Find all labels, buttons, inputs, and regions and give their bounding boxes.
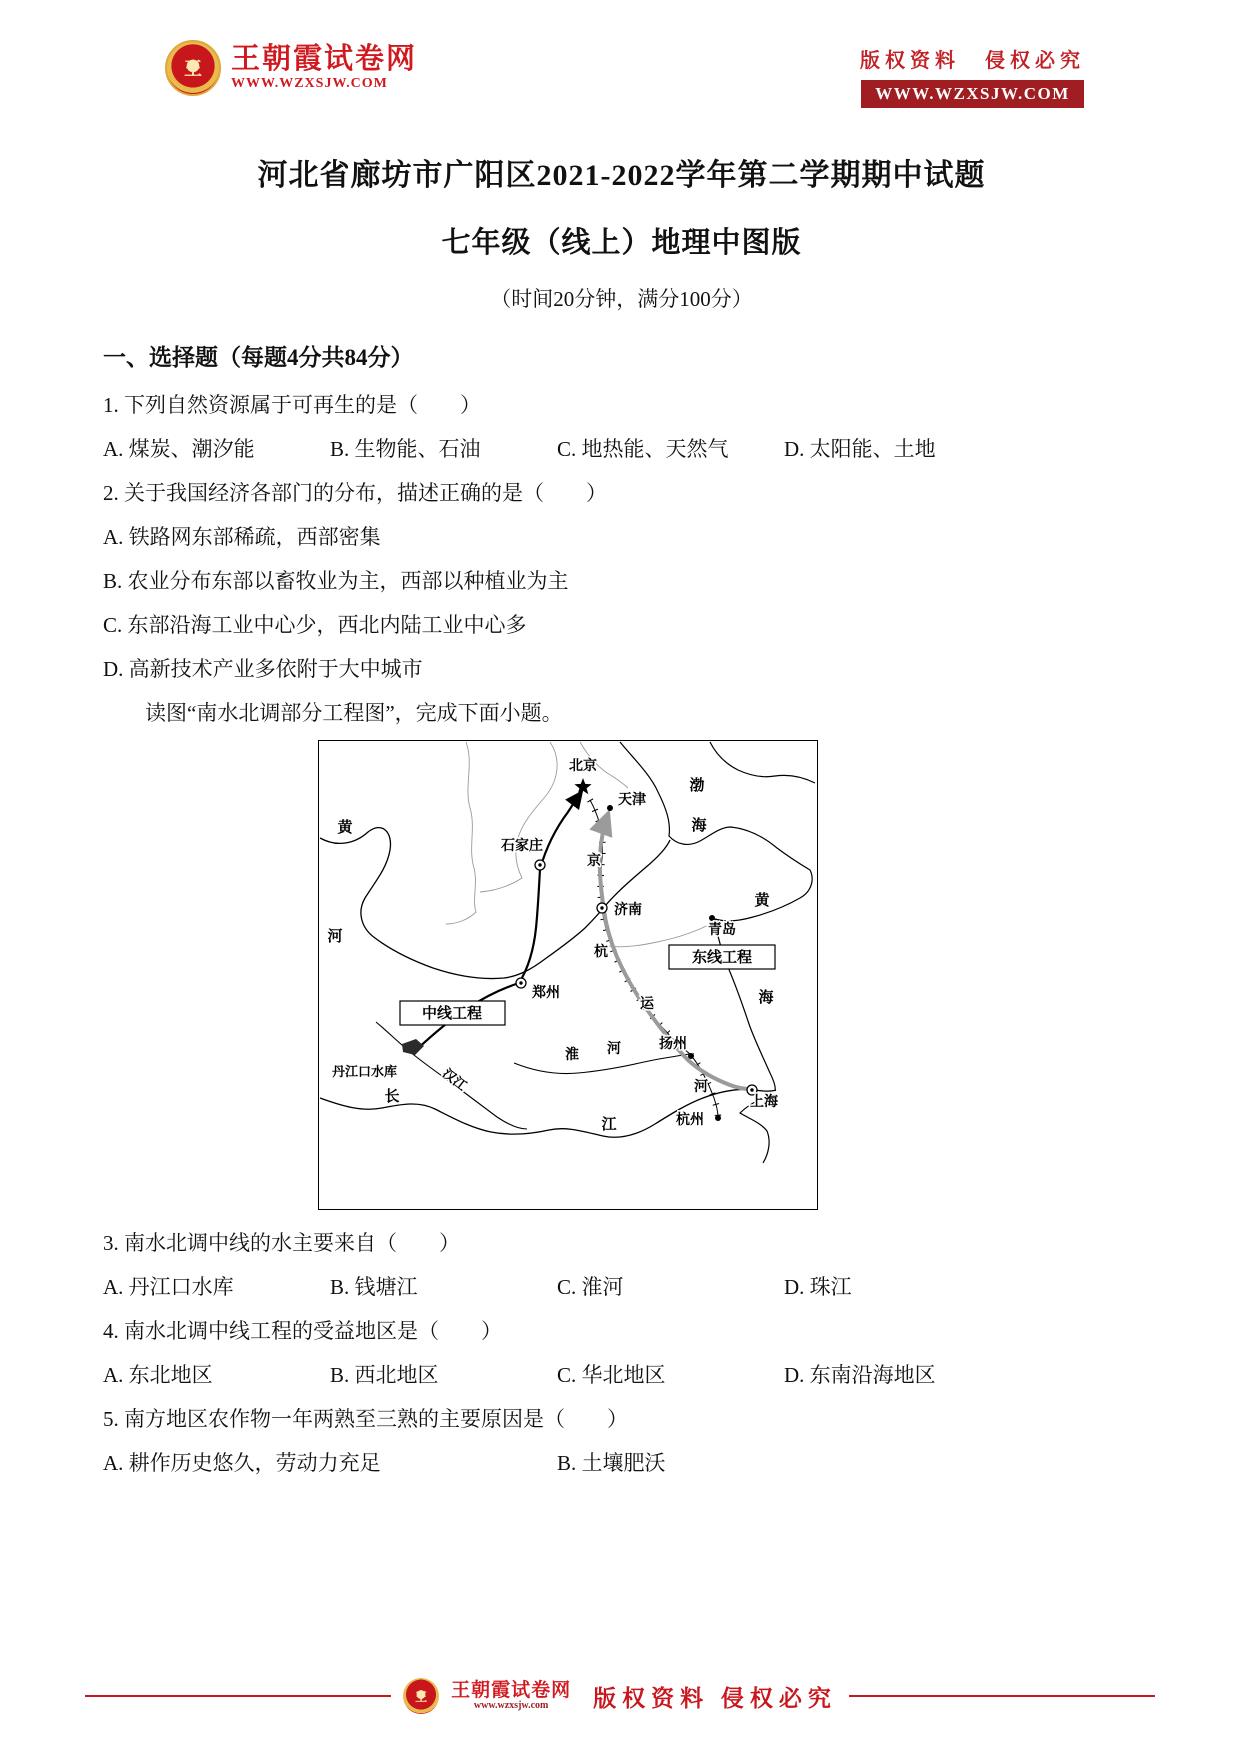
copyright-block xyxy=(860,40,1085,108)
option-a: A. 丹江口水库 xyxy=(103,1275,234,1299)
city-marker-qingdao xyxy=(709,915,715,921)
label-zhengzhou: 郑州 xyxy=(532,986,560,1001)
exam-time-score: （时间20分钟，满分100分） xyxy=(490,287,753,311)
footer-copyright-warning: 版权资料 侵权必究 xyxy=(593,1685,837,1711)
label-canal-jing: 京 xyxy=(587,854,601,869)
city-marker-shanghai xyxy=(747,1085,757,1095)
footer-rule-left xyxy=(85,1695,391,1697)
label-huai-river-2: 河 xyxy=(607,1042,621,1057)
option-b: B. 钱塘江 xyxy=(330,1275,418,1299)
option-c: C. 东部沿海工业中心少，西北内陆工业中心多 xyxy=(103,613,527,637)
option-d: D. 高新技术产业多依附于大中城市 xyxy=(103,657,423,681)
option-a: A. 耕作历史悠久，劳动力充足 xyxy=(103,1451,381,1475)
exam-subtitle: 七年级（线上）地理中图版 xyxy=(441,227,802,259)
label-danjiangkou: 丹江口水库 xyxy=(332,1064,398,1079)
label-yangtze-1: 长 xyxy=(384,1089,400,1105)
label-shijiazhuang: 石家庄 xyxy=(501,839,543,854)
water-transfer-map xyxy=(318,740,818,1210)
label-hangzhou: 杭州 xyxy=(676,1113,704,1128)
question-1-stem: 1. 下列自然资源属于可再生的是（ ） xyxy=(103,393,481,417)
question-2-stem: 2. 关于我国经济各部门的分布，描述正确的是（ ） xyxy=(103,481,607,505)
east-route-label-box xyxy=(669,945,775,969)
url-banner: WWW.WZXSJW.COM xyxy=(861,80,1084,108)
city-marker-zhengzhou xyxy=(516,978,526,988)
option-a: A. 东北地区 xyxy=(103,1363,213,1387)
question-4-stem: 4. 南水北调中线工程的受益地区是（ ） xyxy=(103,1319,502,1343)
label-beijing: 北京 xyxy=(569,759,597,774)
option-c: C. 地热能、天然气 xyxy=(557,437,729,461)
label-huanghai-2: 海 xyxy=(758,990,774,1006)
label-bohai-1: 渤 xyxy=(689,778,705,794)
map-intro: 读图“南水北调部分工程图”，完成下面小题。 xyxy=(145,701,563,725)
footer-logo-glyph: 王 xyxy=(415,1689,428,1704)
map-svg xyxy=(318,740,818,1210)
exam-title: 河北省廊坊市广阳区2021-2022学年第二学期期中试题 xyxy=(257,159,986,192)
footer-site-name: 王朝霞试卷网 xyxy=(451,1679,572,1701)
option-a: A. 铁路网东部稀疏，西部密集 xyxy=(103,525,381,549)
option-b: B. 农业分布东部以畜牧业为主，西部以种植业为主 xyxy=(103,569,569,593)
label-tianjin: 天津 xyxy=(618,793,646,808)
city-marker-tianjin xyxy=(607,805,613,811)
footer-rule-right xyxy=(849,1695,1155,1697)
city-marker-shijiazhuang xyxy=(535,860,545,870)
question-4-options xyxy=(103,1364,1140,1386)
middle-route-label-box xyxy=(400,1001,505,1025)
option-d: D. 珠江 xyxy=(784,1275,852,1299)
option-d: D. 太阳能、土地 xyxy=(784,437,936,461)
label-han-river: 汉江 xyxy=(439,1065,470,1094)
label-middle-route: 中线工程 xyxy=(421,1006,483,1022)
question-3-options xyxy=(103,1276,1140,1298)
section-heading: 一、选择题（每题4分共84分） xyxy=(103,345,414,370)
label-yangtze-2: 江 xyxy=(601,1117,617,1133)
label-bohai-2: 海 xyxy=(691,818,707,834)
site-logo-block xyxy=(165,40,417,96)
label-huanghai-1: 黄 xyxy=(754,893,770,909)
footer-logo-seal xyxy=(403,1678,439,1714)
site-title-block xyxy=(231,44,417,92)
label-yellow-river-2: 河 xyxy=(327,929,343,945)
label-qingdao: 青岛 xyxy=(708,923,736,938)
label-east-route: 东线工程 xyxy=(691,950,753,966)
site-name: 王朝霞试卷网 xyxy=(231,43,418,76)
label-canal-he: 河 xyxy=(694,1080,708,1095)
option-d: D. 东南沿海地区 xyxy=(784,1363,936,1387)
option-b: B. 土壤肥沃 xyxy=(557,1451,666,1475)
label-canal-hang: 杭 xyxy=(594,945,608,960)
site-logo-seal xyxy=(165,40,221,96)
logo-glyph: 王 xyxy=(184,59,202,79)
label-yangzhou: 扬州 xyxy=(659,1037,687,1052)
label-shanghai: 上海 xyxy=(750,1095,778,1110)
footer-site-block xyxy=(451,1681,571,1711)
question-1-options xyxy=(103,438,1140,460)
question-5-stem: 5. 南方地区农作物一年两熟至三熟的主要原因是（ ） xyxy=(103,1407,628,1431)
label-yellow-river-1: 黄 xyxy=(337,820,353,836)
footer-site-url: www.wzxsjw.com xyxy=(473,1699,549,1711)
label-jinan: 济南 xyxy=(614,903,642,918)
option-a: A. 煤炭、潮汐能 xyxy=(103,437,255,461)
footer xyxy=(85,1678,1155,1714)
city-marker-jinan xyxy=(597,903,607,913)
label-canal-yun: 运 xyxy=(640,997,654,1012)
option-c: C. 华北地区 xyxy=(557,1363,666,1387)
city-marker-yangzhou xyxy=(688,1053,694,1059)
option-b: B. 西北地区 xyxy=(330,1363,439,1387)
option-c: C. 淮河 xyxy=(557,1275,624,1299)
option-b: B. 生物能、石油 xyxy=(330,437,481,461)
letterhead xyxy=(103,36,1140,120)
question-5-options xyxy=(103,1452,1140,1474)
site-url: WWW.WZXSJW.COM xyxy=(231,75,388,91)
city-marker-hangzhou xyxy=(715,1115,721,1121)
question-3-stem: 3. 南水北调中线的水主要来自（ ） xyxy=(103,1231,460,1255)
copyright-warning: 版权资料 侵权必究 xyxy=(860,50,1085,72)
label-huai-river-1: 淮 xyxy=(565,1048,579,1063)
